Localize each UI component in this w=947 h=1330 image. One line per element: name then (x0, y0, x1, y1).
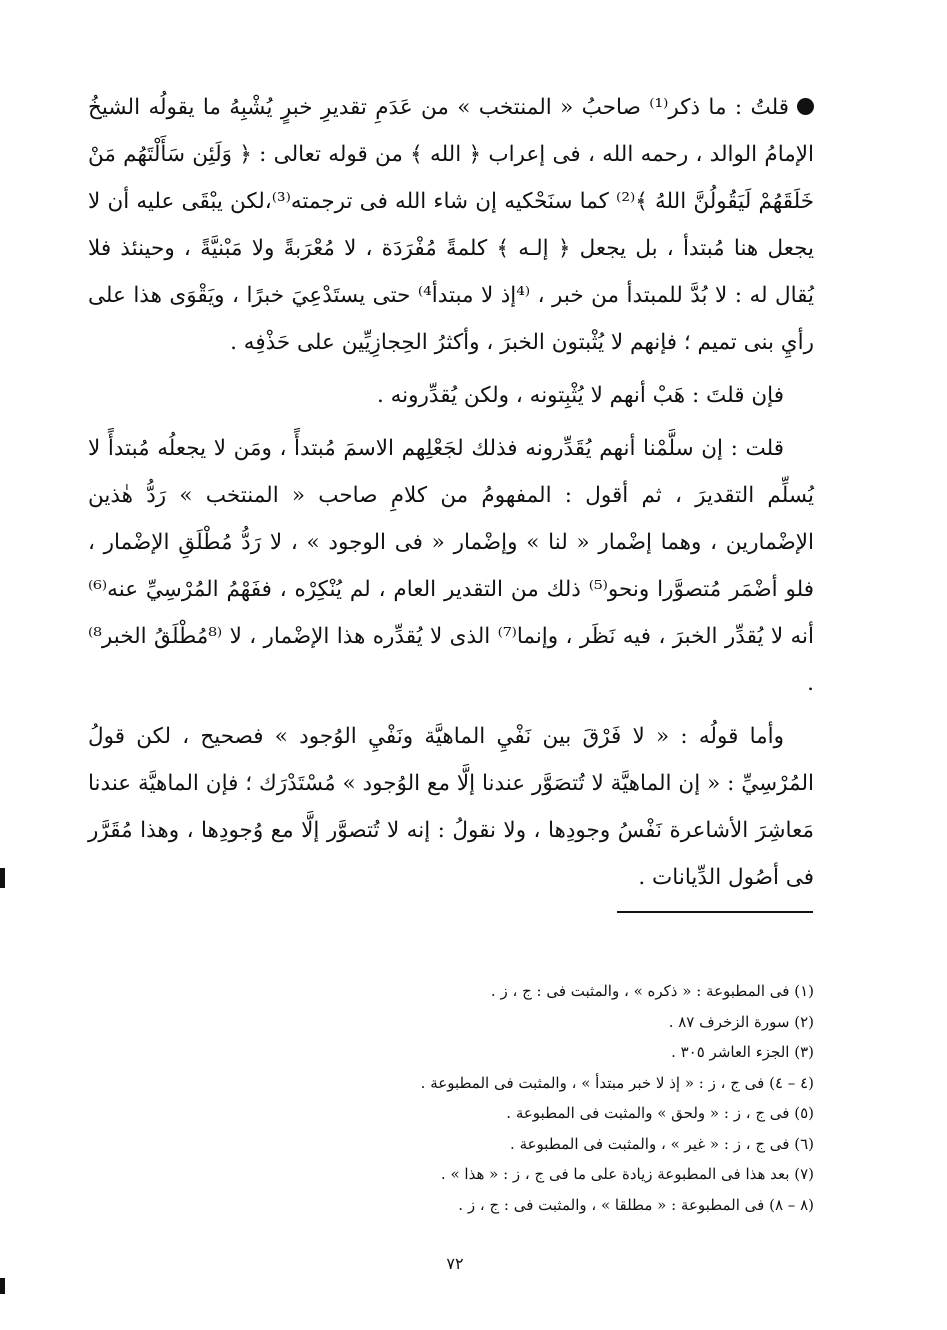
footnote-3: (٣) الجزء العاشر ٣٠٥ . (671, 1043, 814, 1061)
paragraph-2: فإن قلتَ : هَبْ أنهم لا يُثْبِتونه ، ولكن يُقدِّرونه . (376, 383, 784, 408)
footnote-5: (٥) فى ج ، ز : « ولحق » والمثبت فى المطبوعة . (506, 1104, 814, 1122)
main-text (88, 84, 814, 907)
footnote-divider (617, 911, 813, 913)
bullet-dot-icon (797, 98, 814, 115)
scan-edge-mark-bottom (0, 1278, 5, 1294)
paragraph-4: وأما قولُه : « لا فَرْقَ بين نَفْيِ الماهيَّة ونَفْيِ الوُجود » فصحيح ، لكن قولُ المُرْسِيِّ : « إن الماهيَّة لا تُتصَوَّر عندنا إلَّا مع الوُجود » مُسْتَدْرَك ؛ فإن الماهيَّة عندنا مَعاشِرَ الأشاعرة نَفْسُ وجودِها ، ولا نقولُ : إنه لا تُتصوَّر إلَّا مع وُجودِها ، وهذا مُقَرَّر فى أصُول الدِّيانات . (88, 724, 814, 890)
scan-edge-mark-top (0, 868, 5, 888)
footnote-1: (١) فى المطبوعة : « ذكره » ، والمثبت فى : ج ، ز . (490, 982, 814, 1000)
paragraph-1-text: قلتُ : ما ذكر⁽¹⁾ صاحبُ « المنتخب » من عَدَمِ تقديرِ خبرٍ يُشْبِهُ ما يقولُه الشيخُ الإمامُ الوالد ، رحمه الله ، فى إعراب ﴿ الله ﴾ من قوله تعالى : ﴿ وَلَئِن سَأَلْتَهُم مَنْ خَلَقَهُمْ لَيَقُولُنَّ اللهُ ﴾⁽²⁾ كما سنَحْكيه إن شاء الله فى ترجمته⁽³⁾،لكن يبْقَى عليه أن لا يجعل هنا مُبتدأ ، بل يجعل ﴿ إلـه ﴾ كلمةً مُفْرَدَة ، لا مُعْرَبةً ولا مَبْنيَّةً ، وحينئذ فلا يُقال له : لا بُدَّ للمبتدأ من خبر ، ⁽⁴إذ لا مبتدأ⁴⁾ حتى يستَدْعِيَ خبرًا ، ويَقْوَى هذا على رأيِ بنى تميم ؛ فإنهم لا يُثْبتون الخبرَ ، وأكثرُ الحِجازِيِّين على حَذْفِه . (88, 95, 815, 355)
paragraph-3: قلت : إن سلَّمْنا أنهم يُقَدِّرونه فذلك لجَعْلِهم الاسمَ مُبتدأً ، ومَن لا يجعلُه مُبتدأً لا يُسلِّم التقديرَ ، ثم أقول : المفهومُ من كلامِ صاحب « المنتخب » رَدُّ هٰذين الإضْمارين ، وهما إضْمار « لنا » وإضْمار « فى الوجود » ، لا رَدُّ مُطْلَقِ الإضْمار ، فلو أضْمَر مُتصوَّرا ونحو⁽⁵⁾ ذلك من التقدير العام ، لم يُنْكِرْه ، ففَهْمُ المُرْسِيِّ عنه⁽⁶⁾ أنه لا يُقدِّر الخبرَ ، فيه نَظَر ، وإنما⁽⁷⁾ الذى لا يُقدِّره هذا الإضْمار ، لا ⁽⁸مُطْلَقُ الخبر⁸⁾ . (88, 436, 814, 696)
footnote-4: (٤ – ٤) فى ج ، ز : « إذ لا خبر مبتدأ » ، والمثبت فى المطبوعة . (420, 1073, 814, 1092)
paragraph-1 (88, 84, 814, 366)
footnote-2: (٢) سورة الزخرف ٨٧ . (668, 1012, 814, 1031)
page-number: ٧٢ (446, 1254, 464, 1273)
footnotes (330, 976, 814, 1220)
footnote-6: (٦) فى ج ، ز : « غير » ، والمثبت فى المطبوعة . (510, 1134, 814, 1153)
footnote-7: (٧) بعد هذا فى المطبوعة زيادة على ما فى ج ، ز : « هذا » . (440, 1165, 814, 1183)
footnote-8: (٨ – ٨) فى المطبوعة : « مطلقا » ، والمثبت فى : ج ، ز . (458, 1195, 814, 1214)
